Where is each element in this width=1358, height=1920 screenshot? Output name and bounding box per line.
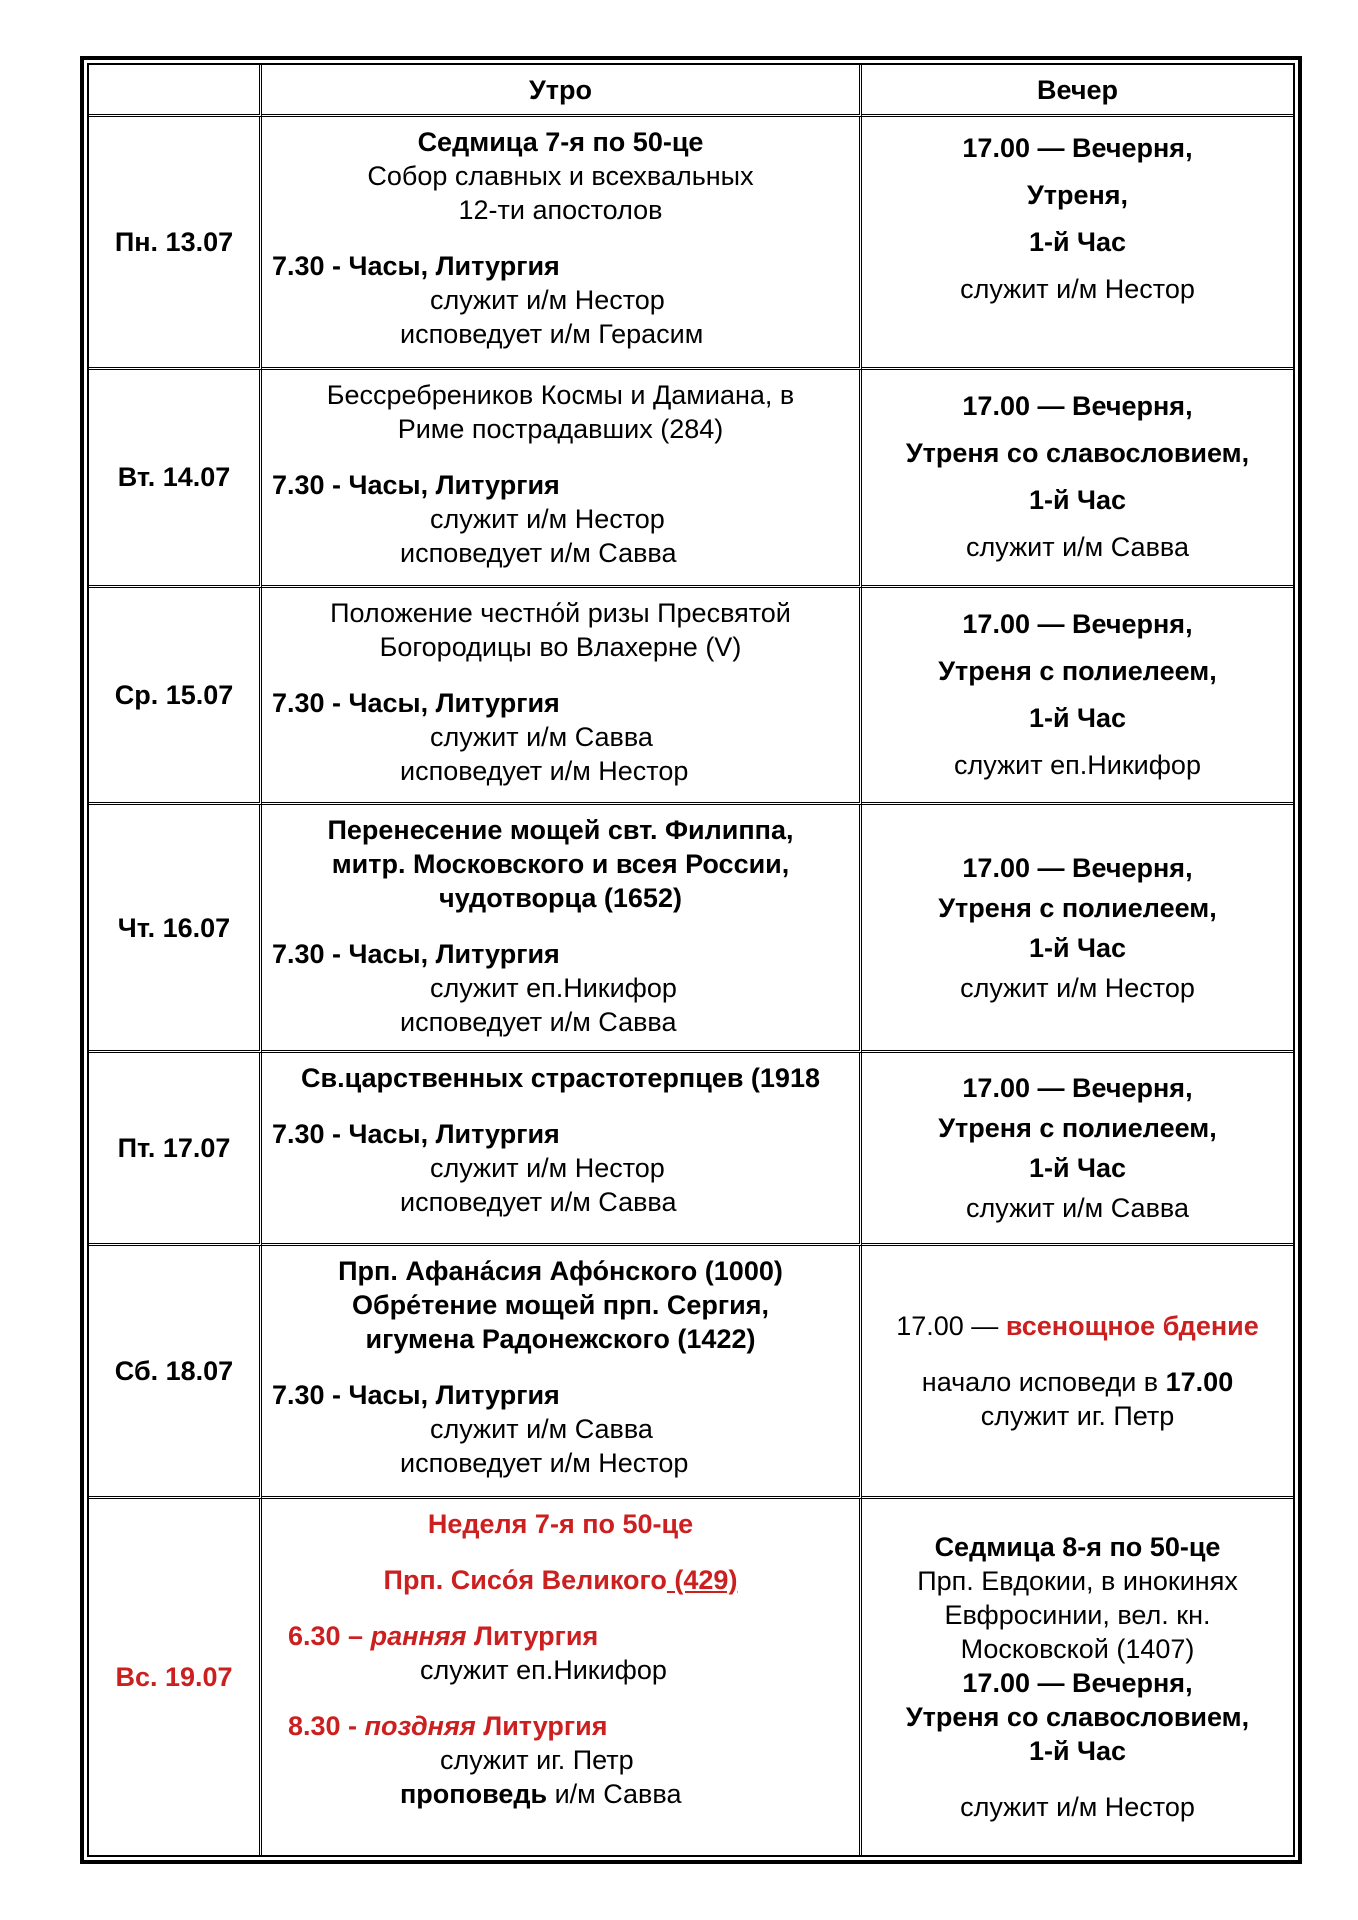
morning-cell xyxy=(262,1053,862,1246)
day-cell: Пн. 13.07 xyxy=(89,117,262,370)
week-title: Седмица 8-я по 50-це xyxy=(934,1531,1221,1562)
feast-line: Бессребреников Космы и Дамиана, в xyxy=(326,380,795,411)
vigil-time: 17.00 — xyxy=(896,1310,1006,1341)
feast-line xyxy=(270,1563,851,1597)
feast-line: Богородицы во Влахерне (V) xyxy=(379,631,742,662)
vespers-line: 17.00 — Вечерня, xyxy=(962,852,1193,883)
day-cell: Пт. 17.07 xyxy=(89,1053,262,1246)
confession-text: начало исповеди в xyxy=(921,1366,1166,1397)
serves-line: служит и/м Савва xyxy=(430,721,653,752)
service-time: 7.30 - Часы, Литургия xyxy=(272,470,560,501)
day-cell: Вс. 19.07 xyxy=(89,1499,262,1855)
feast-line: игумена Радонежского (1422) xyxy=(365,1323,756,1354)
evening-cell xyxy=(862,1246,1293,1499)
vespers-line: 17.00 — Вечерня, xyxy=(962,1667,1193,1698)
early-label: ранняя xyxy=(370,1620,467,1651)
feast-line: Перенесение мощей свт. Филиппа, xyxy=(327,815,794,846)
vespers-line: 17.00 — Вечерня, xyxy=(962,133,1193,164)
matins-line: Утреня со славословием, xyxy=(905,1701,1250,1732)
feast-line: Св.царственных страстотерпцев (1918 xyxy=(301,1063,820,1094)
early-time: 6.30 – xyxy=(288,1620,371,1651)
table-row xyxy=(89,805,1293,1053)
matins-line: Утреня, xyxy=(1026,180,1129,211)
morning-cell xyxy=(262,370,862,588)
feast-line: митр. Московского и всея России, xyxy=(331,849,790,880)
feast-saint: Прп. Сисо́я Великого xyxy=(383,1564,667,1595)
table-row xyxy=(89,588,1293,806)
evening-cell xyxy=(862,1053,1293,1246)
feast-line: 12-ти апостолов xyxy=(458,195,663,226)
late-liturgy xyxy=(270,1709,851,1743)
vespers-line: 17.00 — Вечерня, xyxy=(962,1073,1193,1104)
first-hour-line: 1-й Час xyxy=(1028,1153,1127,1184)
first-hour-line: 1-й Час xyxy=(1028,1735,1127,1766)
schedule-table xyxy=(89,65,1293,1855)
evening-cell xyxy=(862,370,1293,588)
serves-line: служит и/м Нестор xyxy=(960,274,1195,305)
first-hour-line: 1-й Час xyxy=(1028,703,1127,734)
late-rest: Литургия xyxy=(475,1710,608,1741)
service-time: 7.30 - Часы, Литургия xyxy=(272,1119,560,1150)
morning-cell xyxy=(262,805,862,1053)
morning-cell xyxy=(262,1246,862,1499)
feast-line: Обре́тение мощей прп. Сергия, xyxy=(351,1289,770,1320)
serves-line: служит еп.Никифор xyxy=(954,750,1201,781)
feast-year: (429) xyxy=(666,1564,738,1595)
matins-line: Утреня с полиелеем, xyxy=(938,892,1217,923)
week-title: Неделя 7-я по 50-це xyxy=(427,1508,694,1539)
serves-line: служит и/м Савва xyxy=(966,1193,1189,1224)
vigil-label: всенощное бдение xyxy=(1005,1310,1259,1341)
table-row xyxy=(89,1053,1293,1246)
early-liturgy xyxy=(270,1619,851,1653)
header-evening: Вечер xyxy=(862,65,1293,117)
morning-cell xyxy=(262,117,862,370)
serves-line: служит и/м Савва xyxy=(430,1413,653,1444)
table-row xyxy=(89,117,1293,370)
confess-line: исповедует и/м Герасим xyxy=(400,319,704,350)
feast-line: Прп. Афана́сия Афо́нского (1000) xyxy=(338,1255,783,1286)
serves-line: служит и/м Нестор xyxy=(430,285,665,316)
service-time: 7.30 - Часы, Литургия xyxy=(272,251,560,282)
matins-line: Утреня с полиелеем, xyxy=(938,656,1217,687)
first-hour-line: 1-й Час xyxy=(1028,227,1127,258)
evening-cell xyxy=(862,805,1293,1053)
serves-line: служит иг. Петр xyxy=(980,1400,1175,1431)
table-row xyxy=(89,1246,1293,1499)
vespers-line: 17.00 — Вечерня, xyxy=(962,609,1193,640)
sermon-line xyxy=(270,1777,851,1811)
morning-cell xyxy=(262,588,862,806)
day-cell: Сб. 18.07 xyxy=(89,1246,262,1499)
header-row xyxy=(89,65,1293,117)
feast-line: Собор славных и всехвальных xyxy=(367,161,754,192)
serves-line: служит и/м Нестор xyxy=(430,1153,665,1184)
feast-line: Прп. Евдокии, в инокинях xyxy=(917,1565,1238,1596)
service-time: 7.30 - Часы, Литургия xyxy=(272,687,560,718)
confess-line: исповедует и/м Савва xyxy=(400,538,677,569)
feast-line: Положение честно́й ризы Пресвятой xyxy=(330,597,791,628)
vespers-line: 17.00 — Вечерня, xyxy=(962,391,1193,422)
evening-cell xyxy=(862,1499,1293,1855)
feast-line: Евфросинии, вел. кн. xyxy=(944,1599,1211,1630)
feast-line: чудотворца (1652) xyxy=(439,883,682,914)
serves-line: служит еп.Никифор xyxy=(430,973,677,1004)
matins-line: Утреня с полиелеем, xyxy=(938,1113,1217,1144)
confession-start xyxy=(870,1365,1285,1399)
feast-line: Риме пострадавших (284) xyxy=(397,414,724,445)
day-cell: Ср. 15.07 xyxy=(89,588,262,806)
morning-cell xyxy=(262,1499,862,1855)
confession-time: 17.00 xyxy=(1165,1366,1234,1397)
confess-line: исповедует и/м Савва xyxy=(400,1187,677,1218)
confess-line: исповедует и/м Нестор xyxy=(400,755,689,786)
confess-line: исповедует и/м Нестор xyxy=(400,1447,689,1478)
first-hour-line: 1-й Час xyxy=(1028,485,1127,516)
matins-line: Утреня со славословием, xyxy=(905,438,1250,469)
serves-line: служит и/м Нестор xyxy=(430,504,665,535)
table-row xyxy=(89,370,1293,588)
serves-line: служит иг. Петр xyxy=(440,1744,634,1775)
late-time: 8.30 - xyxy=(288,1710,365,1741)
evening-cell xyxy=(862,588,1293,806)
header-day-cell xyxy=(89,65,262,117)
table-row xyxy=(89,1499,1293,1855)
first-hour-line: 1-й Час xyxy=(1028,932,1127,963)
vigil-line xyxy=(870,1309,1285,1343)
service-time: 7.30 - Часы, Литургия xyxy=(272,939,560,970)
service-time: 7.30 - Часы, Литургия xyxy=(272,1379,560,1410)
day-cell: Чт. 16.07 xyxy=(89,805,262,1053)
serves-line: служит и/м Нестор xyxy=(960,972,1195,1003)
early-rest: Литургия xyxy=(466,1620,599,1651)
serves-line: служит и/м Савва xyxy=(966,532,1189,563)
week-title: Седмица 7-я по 50-це xyxy=(417,127,704,158)
serves-line: служит еп.Никифор xyxy=(420,1654,667,1685)
serves-line: служит и/м Нестор xyxy=(960,1791,1195,1822)
evening-cell xyxy=(862,117,1293,370)
sermon-rest: и/м Савва xyxy=(547,1778,682,1809)
feast-line: Московской (1407) xyxy=(960,1633,1195,1664)
confess-line: исповедует и/м Савва xyxy=(400,1007,677,1038)
day-cell: Вт. 14.07 xyxy=(89,370,262,588)
schedule-page xyxy=(80,56,1302,1864)
late-label: поздняя xyxy=(364,1710,476,1741)
sermon-label: проповедь xyxy=(400,1778,548,1809)
header-morning: Утро xyxy=(262,65,862,117)
